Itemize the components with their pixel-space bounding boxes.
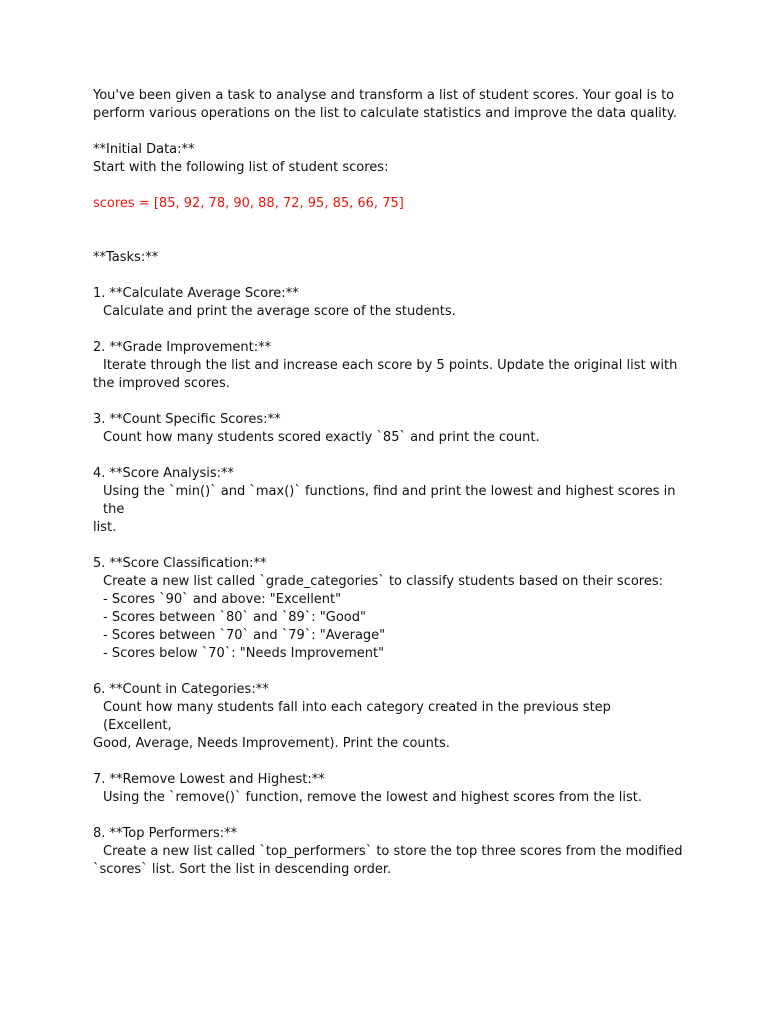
task-text: Count how many students fall into each category created in the previous step (Excellent, xyxy=(103,700,616,733)
task-4 xyxy=(93,465,683,537)
task-3 xyxy=(93,411,683,447)
task-5 xyxy=(93,555,683,663)
task-text: Iterate through the list and increase each score by 5 points. Update the original list with xyxy=(103,358,678,373)
classification-rule: - Scores below `70`: "Needs Improvement" xyxy=(103,646,385,661)
intro-line-2: perform various operations on the list to calculate statistics and improve the data quality. xyxy=(93,106,677,121)
scores-code-line: scores = [85, 92, 78, 90, 88, 72, 95, 85, 66, 75] xyxy=(93,196,404,211)
task-text: Create a new list called `grade_categories` to classify students based on their scores: xyxy=(103,574,664,589)
task-text-continued: Good, Average, Needs Improvement). Print the counts. xyxy=(93,736,450,751)
classification-rule: - Scores between `80` and `89`: "Good" xyxy=(103,610,366,625)
task-text: Calculate and print the average score of the students. xyxy=(103,304,456,319)
task-title: 4. **Score Analysis:** xyxy=(93,466,235,481)
task-1 xyxy=(93,285,683,321)
classification-rule: - Scores `90` and above: "Excellent" xyxy=(103,592,342,607)
task-title: 1. **Calculate Average Score:** xyxy=(93,286,299,301)
task-text: Using the `min()` and `max()` functions, find and print the lowest and highest scores in the xyxy=(103,484,680,517)
task-text: Using the `remove()` function, remove the lowest and highest scores from the list. xyxy=(103,790,643,805)
task-text-continued: `scores` list. Sort the list in descending order. xyxy=(93,862,392,877)
task-title: 3. **Count Specific Scores:** xyxy=(93,412,281,427)
task-7 xyxy=(93,771,683,807)
task-title: 8. **Top Performers:** xyxy=(93,826,238,841)
task-title: 5. **Score Classification:** xyxy=(93,556,267,571)
classification-rule: - Scores between `70` and `79`: "Average" xyxy=(103,628,386,643)
task-title: 7. **Remove Lowest and Highest:** xyxy=(93,772,325,787)
task-text-continued: list. xyxy=(93,520,117,535)
intro-line-1: You've been given a task to analyse and transform a list of student scores. Your goal is to xyxy=(93,88,675,103)
document-page xyxy=(93,87,683,879)
task-title: 6. **Count in Categories:** xyxy=(93,682,269,697)
task-6 xyxy=(93,681,683,753)
task-text-continued: the improved scores. xyxy=(93,376,230,391)
tasks-heading: **Tasks:** xyxy=(93,250,159,265)
task-8 xyxy=(93,825,683,879)
task-title: 2. **Grade Improvement:** xyxy=(93,340,272,355)
initial-data-heading: **Initial Data:** xyxy=(93,142,195,157)
task-text: Count how many students scored exactly `85` and print the count. xyxy=(103,430,540,445)
task-text: Create a new list called `top_performers` to store the top three scores from the modified xyxy=(103,844,683,859)
task-2 xyxy=(93,339,683,393)
initial-data-text: Start with the following list of student scores: xyxy=(93,160,389,175)
